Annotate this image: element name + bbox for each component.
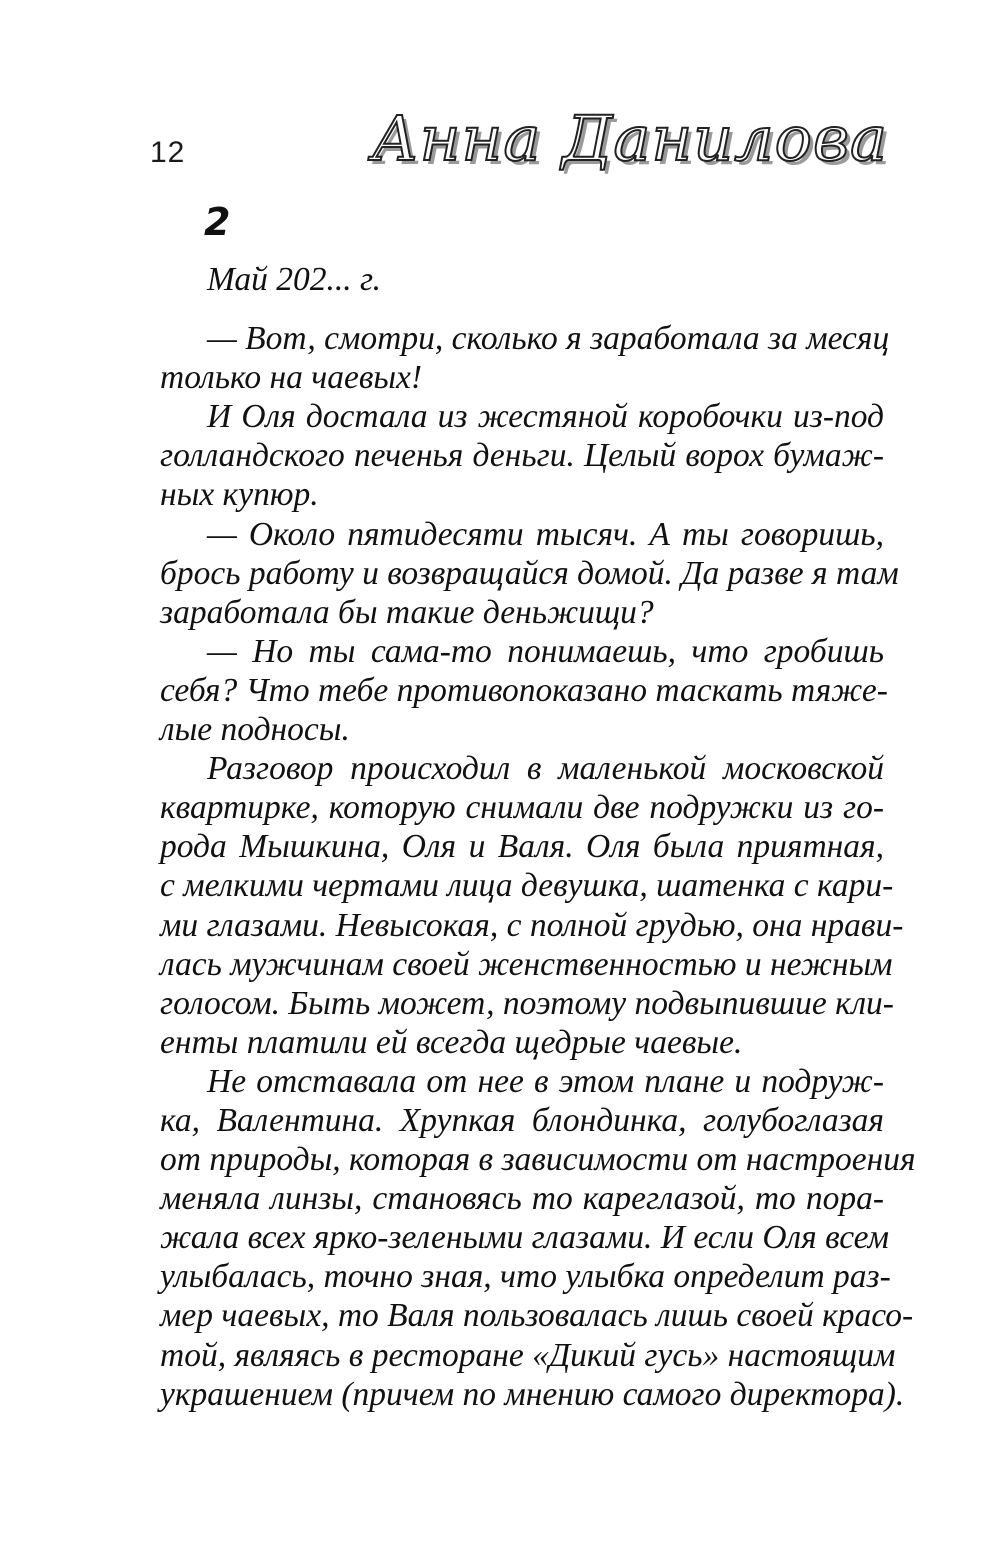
text-line: И Оля достала из жестяной коробочки из-под [207, 398, 884, 436]
text-line: ка, Валентина. Хрупкая блондинка, голубоглазая [160, 1101, 884, 1139]
text-line: только на чаевых! [160, 359, 423, 397]
text-line: ных купюр. [160, 476, 319, 514]
text-line: Не отставала от нее в этом плане и подруж- [207, 1062, 884, 1100]
text-line: той, являясь в ресторане «Дикий гусь» настоящим [160, 1336, 896, 1374]
body-text [160, 260, 916, 1414]
text-line: улыбалась, точно зная, что улыбка определит раз- [160, 1258, 891, 1296]
text-line: от природы, которая в зависимости от настроения [160, 1141, 916, 1179]
text-line: себя? Что тебе противопоказано таскать тяже- [160, 671, 888, 709]
text-line: брось работу и возвращайся домой. Да разве я там [160, 554, 899, 592]
text-line: квартирке, которую снимали две подружки из го- [160, 789, 884, 827]
text-line: жала всех ярко-зелеными глазами. И если Оля всем [160, 1219, 890, 1257]
spacer [160, 299, 884, 319]
text-line: рода Мышкина, Оля и Валя. Оля была приятная, [160, 828, 884, 866]
text-line: голосом. Быть может, поэтому подвыпившие кли- [160, 984, 894, 1022]
text-line: с мелкими чертами лица девушка, шатенка с кари- [160, 867, 894, 905]
text-line: мер чаевых, то Валя пользовалась лишь своей красо- [160, 1297, 914, 1335]
text-line: ми глазами. Невысокая, с полной грудью, она нрави- [160, 906, 904, 944]
text-line: голландского печенья деньги. Целый ворох бумаж- [160, 437, 884, 475]
text-line: лась мужчинам своей женственностью и нежным [160, 945, 893, 983]
text-line: — Но ты сама-то понимаешь, что гробишь [207, 632, 884, 670]
text-line: Разговор происходил в маленькой московской [207, 750, 884, 788]
text-line: заработала бы такие деньжищи? [160, 593, 654, 631]
text-line: лые подносы. [160, 711, 350, 749]
chapter-number: 2 [204, 200, 231, 244]
author-running-head: Анна Данилова [371, 102, 888, 175]
text-line: украшением (причем по мнению самого директора). [160, 1375, 905, 1413]
text-line: енты платили ей всегда щедрые чаевые. [160, 1023, 743, 1061]
text-line: — Вот, смотри, сколько я заработала за месяц [207, 320, 890, 358]
date-line: Май 202... г. [207, 261, 382, 298]
text-line: — Около пятидесяти тысяч. А ты говоришь, [207, 515, 884, 553]
page-number: 12 [150, 136, 186, 169]
text-line: меняла линзы, становясь то кареглазой, то пора- [160, 1180, 884, 1218]
